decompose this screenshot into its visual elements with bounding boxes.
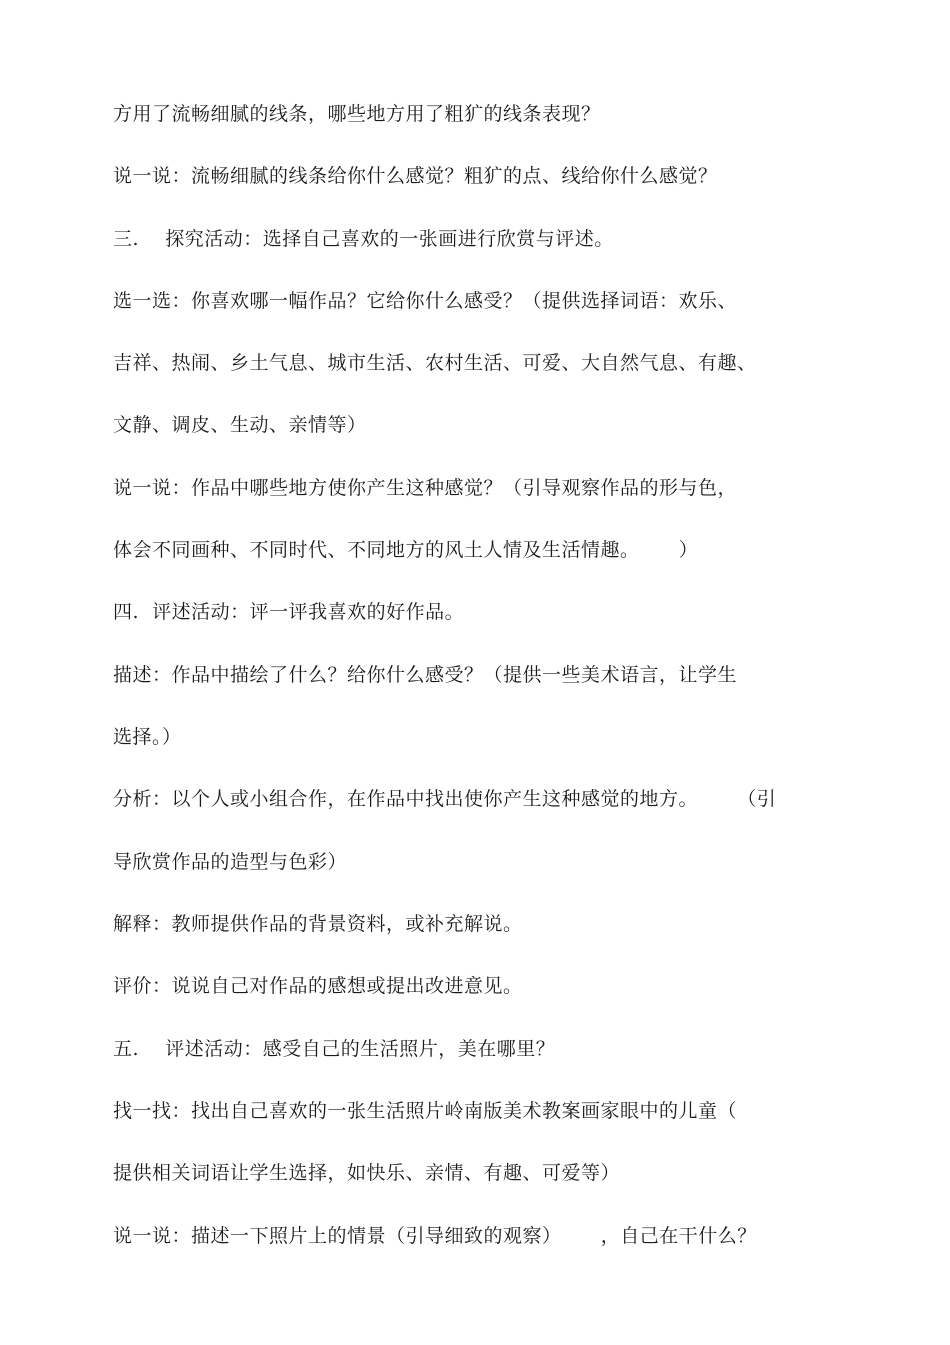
text-line: 导欣赏作品的造型与色彩） (113, 851, 348, 873)
section-heading: 五. 评述活动：感受自己的生活照片，美在哪里？ (113, 1038, 556, 1060)
text-line: 选择。） (113, 726, 182, 748)
text-line: 提供相关词语让学生选择，如快乐、亲情、有趣、可爱等） (113, 1162, 621, 1184)
text-line: 说一说：描述一下照片上的情景（引导细致的观察） ，自己在干什么？ (113, 1225, 757, 1247)
text-line: 说一说：流畅细腻的线条给你什么感觉？粗犷的点、线给你什么感觉？ (113, 165, 718, 187)
text-line: 分析：以个人或小组合作，在作品中找出使你产生这种感觉的地方。 （引 (113, 788, 777, 810)
text-line: 选一选：你喜欢哪一幅作品？它给你什么感受？（提供选择词语：欢乐、 (113, 290, 738, 312)
section-heading: 四. 评述活动：评一评我喜欢的好作品。 (113, 601, 465, 623)
text-line: 方用了流畅细腻的线条，哪些地方用了粗犷的线条表现？ (113, 103, 601, 125)
text-line: 描述：作品中描绘了什么？给你什么感受？（提供一些美术语言，让学生 (113, 664, 738, 686)
text-line: 吉祥、热闹、乡土气息、城市生活、农村生活、可爱、大自然气息、有趣、 (113, 352, 757, 374)
text-line: 解释：教师提供作品的背景资料，或补充解说。 (113, 913, 523, 935)
text-line: 文静、调皮、生动、亲情等） (113, 414, 367, 436)
text-line: 说一说：作品中哪些地方使你产生这种感觉？（引导观察作品的形与色， (113, 477, 738, 499)
text-line: 体会不同画种、不同时代、不同地方的风土人情及生活情趣。 ） (113, 539, 699, 561)
section-heading: 三. 探究活动：选择自己喜欢的一张画进行欣赏与评述。 (113, 228, 614, 250)
text-line: 评价：说说自己对作品的感想或提出改进意见。 (113, 975, 523, 997)
text-line: 找一找：找出自己喜欢的一张生活照片岭南版美术教案画家眼中的儿童（ (113, 1100, 738, 1122)
